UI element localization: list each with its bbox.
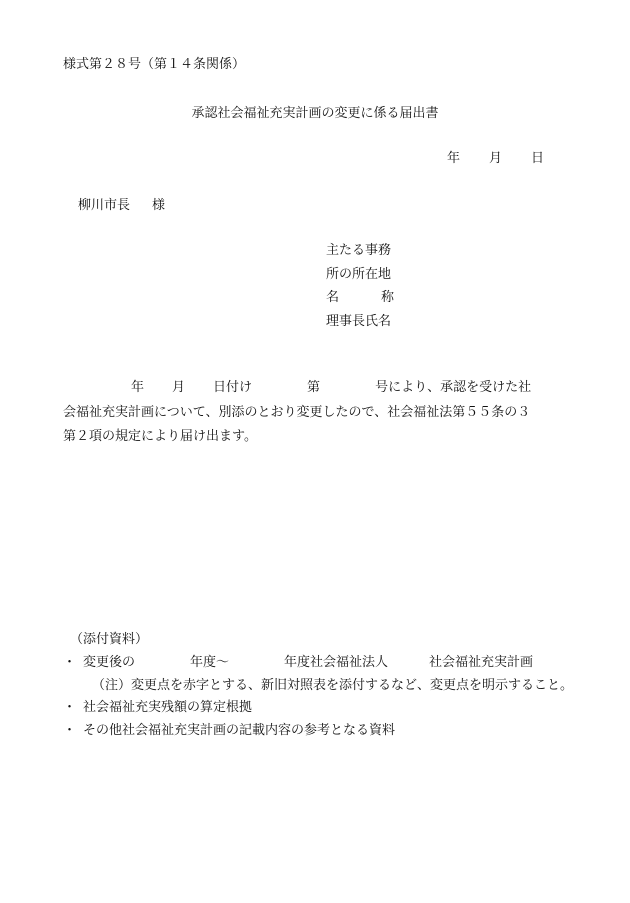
bullet: ・ [63,723,77,738]
applicant-office-line1: 主たる事務 [326,243,392,258]
body-dai: 第 [307,380,321,395]
body-month: 月 [172,380,186,395]
bullet: ・ [63,655,77,670]
body-text [63,381,563,455]
addressee [78,199,165,212]
attachment-item-2 [63,701,252,714]
attachment-note: （注）変更点を赤字とする、新旧対照表を添付するなど、変更点を明示すること。 [92,678,574,693]
item1-part2: 年度～ [190,655,230,670]
form-number: 様式第２８号（第１４条関係） [63,57,246,72]
applicant-office-line2: 所の所在地 [326,266,392,282]
attachments-heading: （添付資料） [70,632,149,647]
body-line-2: 会福祉充実計画について、別添のとおり変更したので、社会福祉法第５５条の３ [63,404,531,420]
applicant-name-char1: 名 [326,290,340,305]
date-line [447,152,544,165]
addressee-name: 柳川市長 [78,198,131,213]
date-day: 日 [531,151,545,166]
item1-part4: 社会福祉充実計画 [429,655,534,670]
item1-part1: 変更後の [83,655,136,670]
applicant-name-char2: 称 [381,290,395,305]
body-line1-rest: 号により、承認を受けた社 [375,380,532,395]
applicant-block [326,244,394,338]
applicant-name-label [326,291,394,315]
applicant-representative: 理事長氏名 [326,313,392,329]
attachment-item-1 [63,656,533,669]
body-line-3: 第２項の規定により届け出ます。 [63,429,257,444]
document-title: 承認社会福祉充実計画の変更に係る届出書 [191,106,439,121]
body-year: 年 [131,380,145,395]
attachment-item-3 [63,724,395,737]
body-line-1 [63,381,563,406]
item3-text: その他社会福祉充実計画の記載内容の参考となる資料 [83,723,396,738]
date-year: 年 [447,151,461,166]
item2-text: 社会福祉充実残額の算定根拠 [83,700,253,715]
date-month: 月 [489,151,503,166]
body-dated: 日付け [213,380,253,395]
bullet: ・ [63,700,77,715]
item1-part3: 年度社会福祉法人 [284,655,389,670]
addressee-honorific: 様 [152,198,166,213]
